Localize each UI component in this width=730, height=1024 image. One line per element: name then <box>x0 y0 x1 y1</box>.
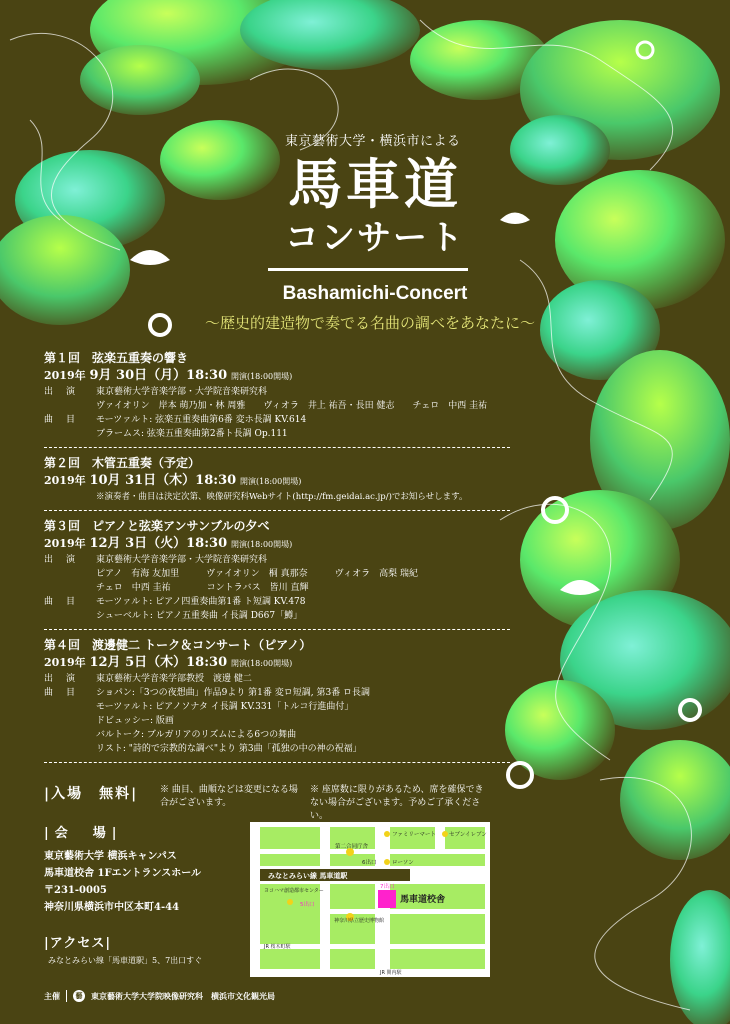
postal-code: 〒231-0005 <box>44 885 107 896</box>
event-heading: 第１回 弦楽五重奏の響き <box>44 351 189 365</box>
row-value: ピアノ 有海 友加里 ヴァイオリン 桐 真那奈 ヴィオラ 高梨 瑞紀 <box>96 569 418 579</box>
date-main: 9月 30日（月）18:30 <box>89 368 228 383</box>
venue-address <box>44 848 254 916</box>
row-value: ドビュッシー: 版画 <box>96 716 174 726</box>
map-label-seven: セブンイレブン <box>449 832 487 838</box>
date-year: 2019年 <box>44 656 86 669</box>
detail-row <box>44 686 514 700</box>
event-1 <box>44 350 514 441</box>
date-main: 12月 3日（火）18:30 <box>89 536 228 551</box>
detail-row <box>44 413 514 427</box>
detail-row <box>44 742 514 756</box>
row-value: モーツァルト: ピアノソナタ イ長調 KV.331「トルコ行進曲付」 <box>96 702 354 712</box>
seating-note: ※ 座席数に限りがあるため、席を確保できない場合がございます。予めご了承ください。 <box>310 785 484 821</box>
row-label <box>44 427 96 441</box>
map-label-sakuragicho: JR 桜木町駅 <box>264 944 291 950</box>
venue-map <box>250 822 490 977</box>
row-value: 東京藝術大学音楽学部・大学院音楽研究科 <box>96 387 268 397</box>
row-value: モーツァルト: 弦楽五重奏曲第6番 変ホ長調 KV.614 <box>96 415 307 425</box>
detail-row <box>44 609 514 623</box>
row-label: 出 演 <box>44 387 78 397</box>
date-suffix: 開演(18:00開場) <box>230 540 293 549</box>
host-label: 主催 <box>44 990 60 1001</box>
map-label-office: 第二合同庁舎 <box>335 844 369 850</box>
event-date <box>44 535 514 553</box>
row-label <box>44 567 96 581</box>
event-3 <box>44 518 514 623</box>
host-separator <box>66 990 67 1002</box>
date-year: 2019年 <box>44 474 86 487</box>
venue-name: 東京藝術大学 横浜キャンパス <box>44 851 177 862</box>
street-address: 神奈川県横浜市中区本町4-44 <box>44 902 180 913</box>
university-logo-icon: 藝 <box>73 990 85 1002</box>
host-organizations: 東京藝術大学大学院映像研究科 横浜市文化観光局 <box>91 990 275 1001</box>
row-value: 東京藝術大学音楽学部・大学院音楽研究科 <box>96 555 268 565</box>
row-label: 出 演 <box>44 555 78 565</box>
row-label <box>44 714 96 728</box>
event-date <box>44 654 514 672</box>
map-label-lawson: ローソン <box>392 860 414 866</box>
venue-marker-icon <box>378 890 396 908</box>
date-main: 10月 31日（木）18:30 <box>89 473 237 488</box>
detail-row <box>44 714 514 728</box>
admission-free-label: |入場 無料| <box>44 786 139 802</box>
row-label: 曲 目 <box>44 415 78 425</box>
detail-row <box>44 672 514 686</box>
detail-row <box>44 427 514 441</box>
row-value: 東京藝術大学音楽学部教授 渡邊 健二 <box>96 674 252 684</box>
detail-row <box>44 595 514 609</box>
map-label-kannai: JR 関内駅 <box>380 970 402 976</box>
section-divider <box>44 629 510 630</box>
event-note: ※演奏者・曲目は決定次第、映像研究科Webサイト(http://fm.geidai.ac.jp/)でお知らせします。 <box>96 492 468 502</box>
row-label <box>44 609 96 623</box>
detail-row <box>44 581 514 595</box>
row-label: 出 演 <box>44 674 78 684</box>
row-label <box>44 700 96 714</box>
map-label-exit7: 7出口 <box>380 884 395 890</box>
title-divider <box>268 268 468 271</box>
section-divider <box>44 510 510 511</box>
event-heading: 第４回 渡邊健二 トーク＆コンサート（ピアノ） <box>44 638 312 652</box>
map-label-venue: 馬車道校舎 <box>400 895 446 905</box>
row-value: ヴァイオリン 岸本 萌乃加・林 周雅 ヴィオラ 井上 祐吾・長田 健志 チェロ 中西 圭祐 <box>96 401 488 411</box>
row-label: 曲 目 <box>44 688 78 698</box>
detail-row <box>44 700 514 714</box>
section-divider <box>44 762 510 763</box>
detail-row <box>44 553 514 567</box>
concert-title: 馬車道 <box>288 152 462 216</box>
access-label: |アクセス| <box>44 936 112 951</box>
venue-hall: 馬車道校舎 1Fエントランスホール <box>44 868 202 879</box>
map-label-exit5: 5出口 <box>300 902 315 908</box>
row-value: バルトーク: ブルガリアのリズムによる6つの舞曲 <box>96 730 297 740</box>
date-year: 2019年 <box>44 369 86 382</box>
row-label <box>44 581 96 595</box>
row-value: チェロ 中西 圭祐 コントラバス 皆川 直輝 <box>96 583 309 593</box>
row-label <box>44 742 96 756</box>
date-suffix: 開演(18:00開場) <box>230 659 293 668</box>
venue-label: |会 場| <box>44 826 123 841</box>
event-date <box>44 472 514 490</box>
section-divider <box>44 447 510 448</box>
map-drawing <box>250 822 490 977</box>
tagline: 〜歴史的建造物で奏でる名曲の調べをあなたに〜 <box>204 314 535 332</box>
map-label-station: みなとみらい線 馬車道駅 <box>268 872 348 880</box>
detail-row <box>44 385 514 399</box>
detail-row <box>44 399 514 413</box>
date-year: 2019年 <box>44 537 86 550</box>
map-label-familymart: ファミリーマート <box>392 832 436 838</box>
row-label <box>44 728 96 742</box>
map-label-history-museum: 神奈川県立歴史博物館 <box>334 918 385 924</box>
violin-shapes-right <box>505 350 730 1024</box>
host-credits <box>44 990 275 1002</box>
concert-subtitle: コンサート <box>285 218 465 258</box>
row-value: ショパン:「3つの夜想曲」作品9より 第1番 変ロ短調, 第3番 ロ長調 <box>96 688 371 698</box>
date-suffix: 開演(18:00開場) <box>230 372 293 381</box>
program-list <box>44 350 514 770</box>
event-heading: 第２回 木管五重奏（予定） <box>44 456 201 470</box>
row-value: リスト: "詩的で宗教的な調べ"より 第3曲「孤独の中の神の祝福」 <box>96 744 362 754</box>
detail-row <box>44 567 514 581</box>
event-4 <box>44 637 514 756</box>
event-heading: 第３回 ピアノと弦楽アンサンブルの夕べ <box>44 519 270 533</box>
row-label: 曲 目 <box>44 597 78 607</box>
date-suffix: 開演(18:00開場) <box>240 477 302 486</box>
event-2 <box>44 455 514 504</box>
date-main: 12月 5日（木）18:30 <box>89 655 228 670</box>
concert-title-english: Bashamichi-Concert <box>282 283 468 304</box>
map-label-exit6: 6出口 <box>362 860 377 866</box>
row-label <box>44 399 96 413</box>
row-value: シューベルト: ピアノ五重奏曲 イ長調 D667「鱒」 <box>96 611 303 621</box>
access-directions: みなとみらい線「馬車道駅」5、7出口すぐ <box>48 956 203 965</box>
row-value: ブラームス: 弦楽五重奏曲第2番ト長調 Op.111 <box>96 429 288 439</box>
row-value: モーツァルト: ピアノ四重奏曲第1番 ト短調 KV.478 <box>96 597 306 607</box>
event-date <box>44 367 514 385</box>
map-label-creative-center: ヨコハマ創造都市センター <box>264 888 324 894</box>
detail-row <box>44 728 514 742</box>
organizer-line: 東京藝術大学・横浜市による <box>285 134 461 149</box>
program-change-note: ※ 曲目、曲順などは変更になる場合がございます。 <box>160 785 298 808</box>
